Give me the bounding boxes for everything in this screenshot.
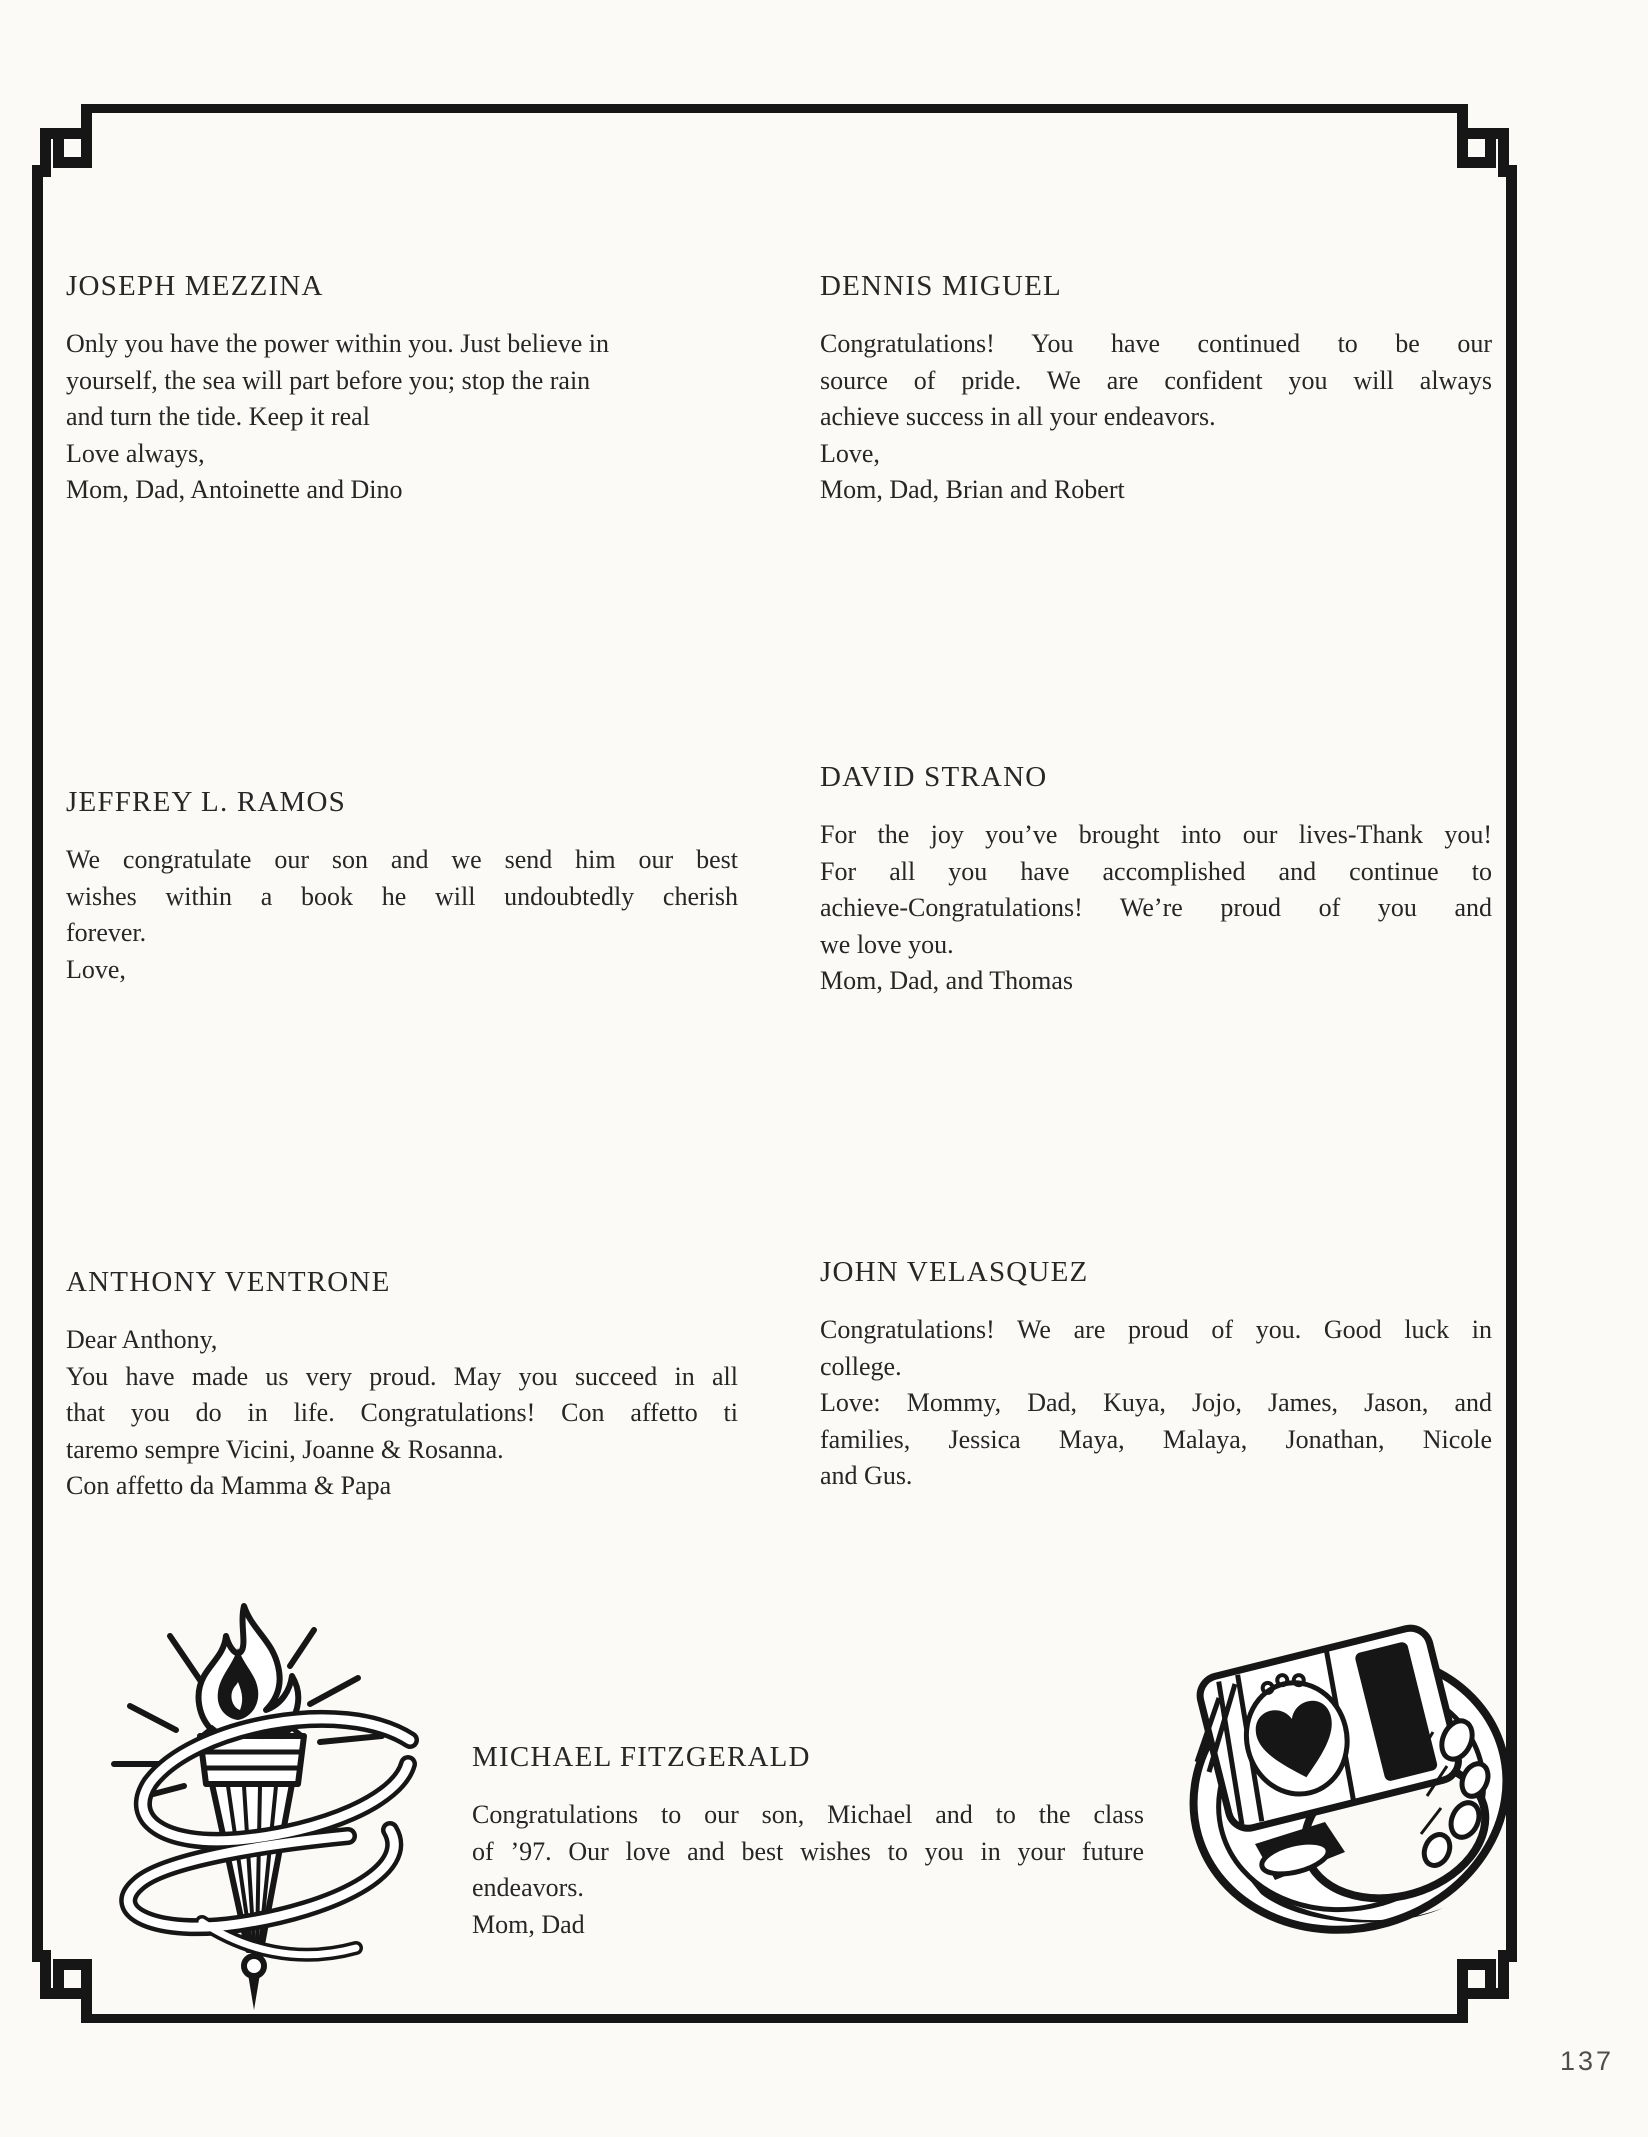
message-heading: DENNIS MIGUEL	[820, 270, 1062, 302]
torch-illustration	[52, 1578, 432, 2028]
message-line: You have made us very proud. May you succeed in all	[66, 1361, 738, 1391]
message-line: Congratulations! We are proud of you. Good luck in	[820, 1315, 1492, 1344]
message-line: Mom, Dad	[472, 1909, 585, 1939]
message-block	[66, 1266, 738, 1505]
message-line: forever.	[66, 918, 147, 947]
message-line: We congratulate our son and we send him our best	[66, 845, 738, 874]
message-line: Love,	[66, 954, 126, 984]
message-body	[472, 1797, 1144, 1943]
message-heading: JEFFREY L. RAMOS	[66, 786, 346, 818]
message-line: Only you have the power within you. Just believe in	[66, 329, 610, 358]
greek-key-corner-top-right	[1384, 85, 1524, 265]
message-block	[820, 270, 1492, 509]
message-line: Mom, Dad, and Thomas	[820, 966, 1073, 995]
message-block	[820, 1256, 1492, 1495]
message-line: Congratulations! You have continued to be our	[820, 329, 1492, 358]
message-line: Congratulations to our son, Michael and to the class	[472, 1800, 1144, 1829]
message-heading: MICHAEL FITZGERALD	[472, 1741, 811, 1773]
message-body	[820, 326, 1492, 509]
message-line: Mom, Dad, Brian and Robert	[820, 475, 1125, 504]
message-line: endeavors.	[472, 1873, 584, 1902]
message-body	[66, 326, 738, 509]
greek-key-corner-top-left	[25, 85, 165, 265]
message-heading: DAVID STRANO	[820, 761, 1048, 793]
message-line: that you do in life. Congratulations! Con affetto ti	[66, 1398, 738, 1427]
message-heading: ANTHONY VENTRONE	[66, 1266, 391, 1298]
message-body	[820, 817, 1492, 1000]
message-line: yourself, the sea will part before you; stop the rain	[66, 365, 591, 395]
message-line: For the joy you’ve brought into our lives-Thank you!	[820, 820, 1492, 849]
frame-top-line	[150, 104, 1400, 113]
message-heading: JOSEPH MEZZINA	[66, 270, 324, 302]
message-line: Mom, Dad, Antoinette and Dino	[66, 475, 403, 504]
message-line: For all you have accomplished and continue to	[820, 856, 1492, 886]
message-line: and Gus.	[820, 1461, 913, 1490]
message-line: achieve success in all your endeavors.	[820, 402, 1216, 431]
message-block	[66, 786, 738, 988]
message-line: Love always,	[66, 438, 205, 468]
message-body	[66, 842, 738, 988]
frame-left-line	[32, 240, 43, 1880]
message-line: we love you.	[820, 929, 954, 959]
message-line: college.	[820, 1351, 902, 1381]
message-line: achieve-Congratulations! We’re proud of you and	[820, 893, 1492, 922]
message-line: Con affetto da Mamma & Papa	[66, 1471, 392, 1500]
page-number: 137	[1560, 2046, 1615, 2076]
message-line: families, Jessica Maya, Malaya, Jonathan, Nicole	[820, 1424, 1492, 1454]
message-line: Dear Anthony,	[66, 1325, 218, 1354]
message-body	[820, 1312, 1492, 1495]
message-line: taremo sempre Vicini, Joanne & Rosanna.	[66, 1434, 504, 1464]
message-block	[820, 761, 1492, 1000]
message-block	[66, 270, 738, 509]
message-line: and turn the tide. Keep it real	[66, 402, 370, 431]
message-block	[472, 1741, 1144, 1943]
class-ring-illustration	[1175, 1612, 1525, 1942]
message-line: Love: Mommy, Dad, Kuya, Jojo, James, Jason, and	[820, 1388, 1492, 1417]
message-line: wishes within a book he will undoubtedly cherish	[66, 881, 738, 911]
message-heading: JOHN VELASQUEZ	[820, 1256, 1089, 1288]
message-line: source of pride. We are confident you will always	[820, 365, 1492, 395]
message-line: of ’97. Our love and best wishes to you in your future	[472, 1836, 1144, 1866]
message-line: Love,	[820, 438, 880, 468]
message-body	[66, 1322, 738, 1505]
